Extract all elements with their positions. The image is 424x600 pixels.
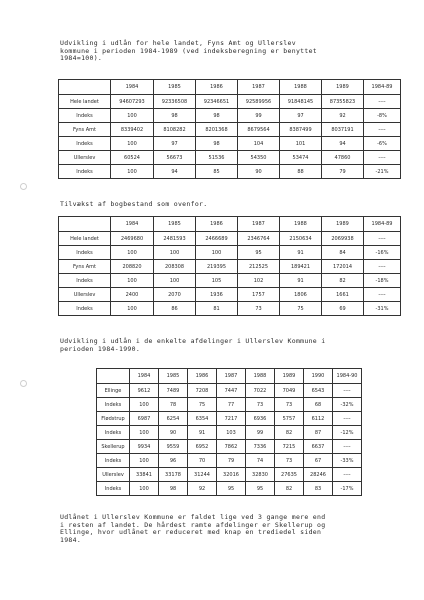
section1-heading: Udvikling i udlån for hele landet, Fyns Amt og Ullerslev kommune i perioden 1984-1989 (ved indeksberegning er benyttet 1984=100). xyxy=(60,39,318,63)
table-cell: 94 xyxy=(322,137,364,151)
table-cell: 7022 xyxy=(246,384,275,398)
table-cell: 100 xyxy=(130,398,159,412)
table-cell: ---- xyxy=(364,232,401,246)
table-cell: 53474 xyxy=(280,151,322,165)
table-cell: 100 xyxy=(111,274,154,288)
table-cell: 54350 xyxy=(238,151,280,165)
table-cell: 96 xyxy=(159,454,188,468)
section2-heading: Tilvækst af bogbestand som ovenfor. xyxy=(60,200,208,208)
table-cell: 32830 xyxy=(246,468,275,482)
row-label: Indeks xyxy=(97,426,130,440)
column-header: 1984 xyxy=(130,369,159,384)
row-label: Indeks xyxy=(59,302,111,316)
table-cell: 189421 xyxy=(280,260,322,274)
column-header: 1984-89 xyxy=(364,80,401,95)
table-cell: 102 xyxy=(238,274,280,288)
table-row xyxy=(59,302,401,316)
column-header: 1984-90 xyxy=(333,369,362,384)
table-row xyxy=(97,426,362,440)
table-cell: 1936 xyxy=(196,288,238,302)
column-header: 1987 xyxy=(238,80,280,95)
table-cell: 100 xyxy=(111,109,154,123)
table-cell: 9612 xyxy=(130,384,159,398)
column-header: 1984-89 xyxy=(364,217,401,232)
column-header: 1988 xyxy=(280,80,322,95)
table-cell: -17% xyxy=(333,482,362,496)
row-label: Indeks xyxy=(97,398,130,412)
table-cell: 6952 xyxy=(188,440,217,454)
table-cell: -8% xyxy=(364,109,401,123)
table-cell: 6543 xyxy=(304,384,333,398)
row-label: Ellinge xyxy=(97,384,130,398)
table-cell: 100 xyxy=(111,165,154,179)
column-header: 1987 xyxy=(217,369,246,384)
table-cell: 77 xyxy=(217,398,246,412)
table-cell: 1661 xyxy=(322,288,364,302)
table-cell: 99 xyxy=(238,109,280,123)
table-cell: 28246 xyxy=(304,468,333,482)
table-row xyxy=(59,151,401,165)
row-label: Indeks xyxy=(97,454,130,468)
row-label: Hele landet xyxy=(59,232,111,246)
column-header: 1985 xyxy=(159,369,188,384)
table-cell: -21% xyxy=(364,165,401,179)
column-header: 1989 xyxy=(322,80,364,95)
table-cell: -18% xyxy=(364,274,401,288)
table-row xyxy=(97,412,362,426)
table-cell: 105 xyxy=(196,274,238,288)
table-cell: 86 xyxy=(154,302,196,316)
table-cell: 7215 xyxy=(275,440,304,454)
table-cell: 2481593 xyxy=(154,232,196,246)
table-row xyxy=(59,165,401,179)
table-cell: 68 xyxy=(304,398,333,412)
table-cell: 6112 xyxy=(304,412,333,426)
table-cell: ---- xyxy=(364,95,401,109)
table-header-row xyxy=(59,217,401,232)
row-label: Indeks xyxy=(59,274,111,288)
row-label: Hele landet xyxy=(59,95,111,109)
table-row xyxy=(97,384,362,398)
table-cell: 91 xyxy=(280,246,322,260)
table-header-row xyxy=(59,80,401,95)
column-header: 1989 xyxy=(322,217,364,232)
column-header: 1985 xyxy=(154,217,196,232)
table-cell: 78 xyxy=(159,398,188,412)
table-cell: ---- xyxy=(333,384,362,398)
table-cell: 2400 xyxy=(111,288,154,302)
row-label: Ullerslev xyxy=(59,151,111,165)
table-cell: 212525 xyxy=(238,260,280,274)
table-cell: 31244 xyxy=(188,468,217,482)
table-cell: 100 xyxy=(130,426,159,440)
table-cell: 9559 xyxy=(159,440,188,454)
table-cell: 1757 xyxy=(238,288,280,302)
row-label: Skellerup xyxy=(97,440,130,454)
table-cell: -16% xyxy=(364,246,401,260)
column-header: 1989 xyxy=(275,369,304,384)
table-cell: 95 xyxy=(238,246,280,260)
table-cell: 92 xyxy=(188,482,217,496)
table-cell: 8201368 xyxy=(196,123,238,137)
table-row xyxy=(59,288,401,302)
table-cell: 6254 xyxy=(159,412,188,426)
table-cell: 8679564 xyxy=(238,123,280,137)
table-cell: 92589956 xyxy=(238,95,280,109)
table-cell: 98 xyxy=(159,482,188,496)
table-cell: 70 xyxy=(188,454,217,468)
table-cell: ---- xyxy=(364,123,401,137)
table-cell: 81 xyxy=(196,302,238,316)
table-row xyxy=(59,123,401,137)
book-stock-growth-table xyxy=(58,216,401,316)
row-label: Ullerslev xyxy=(59,288,111,302)
table-cell: 98 xyxy=(196,137,238,151)
table-row xyxy=(59,274,401,288)
table-cell: 73 xyxy=(246,398,275,412)
table-cell: 82 xyxy=(275,426,304,440)
row-label: Indeks xyxy=(59,246,111,260)
table-cell: 73 xyxy=(238,302,280,316)
table-cell: 100 xyxy=(154,274,196,288)
table-cell: -33% xyxy=(333,454,362,468)
table-row xyxy=(59,95,401,109)
row-label: Indeks xyxy=(59,137,111,151)
row-label: Fyns Amt xyxy=(59,123,111,137)
table-row xyxy=(59,137,401,151)
table-cell: 5757 xyxy=(275,412,304,426)
table-cell: -6% xyxy=(364,137,401,151)
table-cell: 2466689 xyxy=(196,232,238,246)
table-cell: 7336 xyxy=(246,440,275,454)
table-cell: ---- xyxy=(364,288,401,302)
punch-hole-mark xyxy=(20,183,27,190)
table-cell: 100 xyxy=(196,246,238,260)
table-cell: 79 xyxy=(217,454,246,468)
table-cell: 8339402 xyxy=(111,123,154,137)
table-cell: 98 xyxy=(196,109,238,123)
table-row xyxy=(59,246,401,260)
table-cell: 101 xyxy=(280,137,322,151)
table-cell: -31% xyxy=(364,302,401,316)
table-cell: 94607293 xyxy=(111,95,154,109)
row-label: Indeks xyxy=(59,165,111,179)
table-cell: 219395 xyxy=(196,260,238,274)
table-cell: 7217 xyxy=(217,412,246,426)
table-cell: 6936 xyxy=(246,412,275,426)
table-cell: 8387499 xyxy=(280,123,322,137)
column-header: 1988 xyxy=(246,369,275,384)
table-cell: 100 xyxy=(111,302,154,316)
row-label: Indeks xyxy=(97,482,130,496)
table-cell: 56673 xyxy=(154,151,196,165)
table-cell: 75 xyxy=(280,302,322,316)
table-cell: 172014 xyxy=(322,260,364,274)
table-cell: 79 xyxy=(322,165,364,179)
table-cell: 51536 xyxy=(196,151,238,165)
column-header: 1984 xyxy=(111,217,154,232)
row-label: Flødstrup xyxy=(97,412,130,426)
table-cell: 82 xyxy=(322,274,364,288)
table-cell: 95 xyxy=(246,482,275,496)
table-cell: 92336508 xyxy=(154,95,196,109)
table-cell: 2150634 xyxy=(280,232,322,246)
table-cell: 75 xyxy=(188,398,217,412)
table-row xyxy=(97,440,362,454)
table-cell: 91848145 xyxy=(280,95,322,109)
column-header: 1984 xyxy=(111,80,154,95)
table-cell: ---- xyxy=(333,468,362,482)
table-row xyxy=(97,454,362,468)
table-cell: 32016 xyxy=(217,468,246,482)
branch-lending-table-1984-1990 xyxy=(96,368,362,496)
table-cell: 2069938 xyxy=(322,232,364,246)
table-cell: 2070 xyxy=(154,288,196,302)
table-cell: 2469680 xyxy=(111,232,154,246)
table-cell: 73 xyxy=(275,454,304,468)
table-row xyxy=(59,232,401,246)
column-header: 1988 xyxy=(280,217,322,232)
table-cell: 8108282 xyxy=(154,123,196,137)
table-cell: 74 xyxy=(246,454,275,468)
table-cell: 91 xyxy=(188,426,217,440)
table-cell: 84 xyxy=(322,246,364,260)
table-cell: 7447 xyxy=(217,384,246,398)
punch-hole-mark xyxy=(20,380,27,387)
table-cell: 103 xyxy=(217,426,246,440)
table-cell: 100 xyxy=(130,454,159,468)
table-cell: 100 xyxy=(111,246,154,260)
table-cell: 97 xyxy=(154,137,196,151)
table-cell: 208820 xyxy=(111,260,154,274)
table-cell: 104 xyxy=(238,137,280,151)
column-header: 1986 xyxy=(196,80,238,95)
table-cell: 98 xyxy=(154,109,196,123)
table-cell: 85 xyxy=(196,165,238,179)
column-header xyxy=(59,80,111,95)
table-header-row xyxy=(97,369,362,384)
table-cell: 208308 xyxy=(154,260,196,274)
table-cell: ---- xyxy=(364,151,401,165)
table-cell: ---- xyxy=(364,260,401,274)
table-row xyxy=(59,260,401,274)
table-cell: 47860 xyxy=(322,151,364,165)
table-cell: 8037191 xyxy=(322,123,364,137)
table-cell: 9934 xyxy=(130,440,159,454)
table-cell: 87355823 xyxy=(322,95,364,109)
table-cell: 7049 xyxy=(275,384,304,398)
table-row xyxy=(97,468,362,482)
table-cell: 33841 xyxy=(130,468,159,482)
table-cell: 1806 xyxy=(280,288,322,302)
table-cell: 6987 xyxy=(130,412,159,426)
table-cell: 2346764 xyxy=(238,232,280,246)
table-cell: 27635 xyxy=(275,468,304,482)
table-cell: ---- xyxy=(333,412,362,426)
table-cell: 67 xyxy=(304,454,333,468)
table-cell: -32% xyxy=(333,398,362,412)
table-cell: 92 xyxy=(322,109,364,123)
table-cell: 73 xyxy=(275,398,304,412)
table-row xyxy=(97,482,362,496)
table-cell: 100 xyxy=(130,482,159,496)
table-cell: 6637 xyxy=(304,440,333,454)
column-header xyxy=(59,217,111,232)
table-cell: 97 xyxy=(280,109,322,123)
table-cell: 7489 xyxy=(159,384,188,398)
section3-heading: Udvikling i udlån i de enkelte afdelinger i Ullerslev Kommune i perioden 1984-1990. xyxy=(60,337,326,353)
table-row xyxy=(97,398,362,412)
column-header: 1987 xyxy=(238,217,280,232)
lending-table-1984-1989 xyxy=(58,79,401,179)
table-cell: 100 xyxy=(111,137,154,151)
table-cell: 95 xyxy=(217,482,246,496)
table-cell: 94 xyxy=(154,165,196,179)
table-cell: 92346651 xyxy=(196,95,238,109)
table-cell: 99 xyxy=(246,426,275,440)
column-header: 1986 xyxy=(196,217,238,232)
table-row xyxy=(59,109,401,123)
column-header: 1985 xyxy=(154,80,196,95)
closing-paragraph: Udlånet i Ullerslev Kommune er faldet lige ved 3 gange mere end i resten af landet. De hårdest ramte afdelinger er Skellerup og Ellinge, hvor udlånet er reduceret med knap en trediedel siden 1984. xyxy=(60,513,326,544)
table-cell: 82 xyxy=(275,482,304,496)
table-cell: 6354 xyxy=(188,412,217,426)
column-header xyxy=(97,369,130,384)
table-cell: 87 xyxy=(304,426,333,440)
table-cell: 88 xyxy=(280,165,322,179)
table-cell: ---- xyxy=(333,440,362,454)
table-cell: 69 xyxy=(322,302,364,316)
table-cell: 90 xyxy=(159,426,188,440)
column-header: 1986 xyxy=(188,369,217,384)
column-header: 1990 xyxy=(304,369,333,384)
table-cell: 83 xyxy=(304,482,333,496)
table-cell: 90 xyxy=(238,165,280,179)
table-cell: 7208 xyxy=(188,384,217,398)
table-cell: 60524 xyxy=(111,151,154,165)
table-cell: 91 xyxy=(280,274,322,288)
table-cell: 7862 xyxy=(217,440,246,454)
table-cell: 33178 xyxy=(159,468,188,482)
row-label: Indeks xyxy=(59,109,111,123)
row-label: Ullerslev xyxy=(97,468,130,482)
table-cell: 100 xyxy=(154,246,196,260)
row-label: Fyns Amt xyxy=(59,260,111,274)
table-cell: -12% xyxy=(333,426,362,440)
